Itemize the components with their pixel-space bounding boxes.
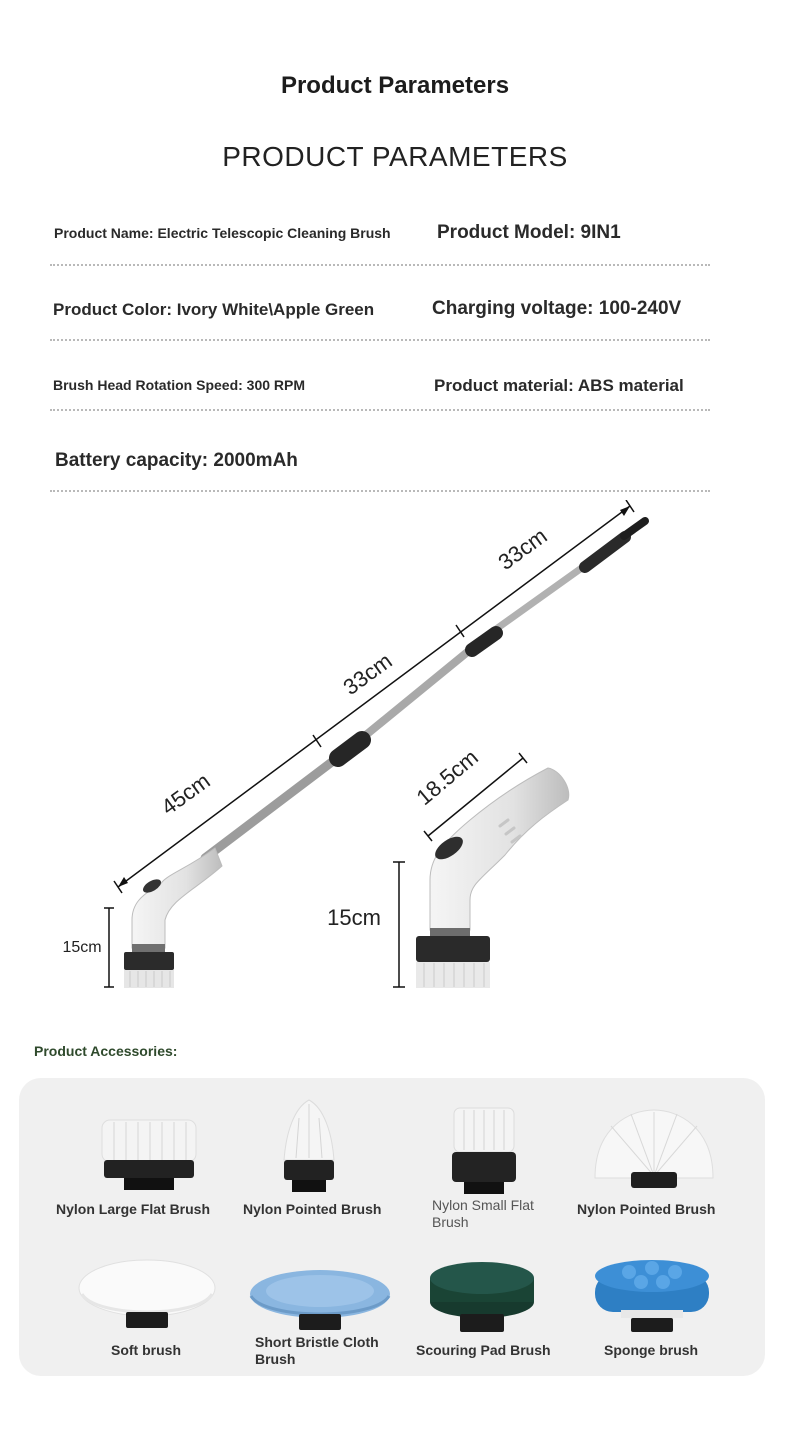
accessory-label: Scouring Pad Brush <box>416 1342 551 1358</box>
spec-charging-voltage: Charging voltage: 100-240V <box>432 298 682 319</box>
cloth-brush-icon <box>249 1264 391 1338</box>
nylon-large-flat-brush-icon <box>94 1116 204 1196</box>
spec-product-name: Product Name: Electric Telescopic Cleaning Brush <box>54 225 391 241</box>
accessory-item <box>439 1106 529 1198</box>
accessories-panel <box>19 1078 765 1376</box>
divider <box>50 264 710 266</box>
spec-product-color: Product Color: Ivory White\Apple Green <box>53 300 375 319</box>
divider <box>50 339 710 341</box>
divider <box>50 409 710 411</box>
dimension-label-head-height-small: 15cm <box>62 939 102 956</box>
dimension-label-head-length: 18.5cm <box>411 744 483 811</box>
dimension-label-top: 33cm <box>493 523 552 575</box>
page-subtitle: PRODUCT PARAMETERS <box>222 141 568 172</box>
dimension-label-handle: 45cm <box>156 768 215 820</box>
accessory-label: Nylon Pointed Brush <box>243 1201 382 1217</box>
accessory-item <box>589 1106 719 1196</box>
dimension-label-middle: 33cm <box>338 648 397 700</box>
soft-brush-icon <box>76 1256 218 1336</box>
nylon-pointed-brush-icon <box>274 1098 344 1196</box>
accessory-label: Nylon Pointed Brush <box>577 1201 716 1217</box>
spec-rotation-speed: Brush Head Rotation Speed: 300 RPM <box>53 377 306 393</box>
nylon-small-flat-brush-icon <box>442 1106 526 1198</box>
page-title: Product Parameters <box>280 72 510 99</box>
nylon-dome-brush-icon <box>591 1106 717 1196</box>
scouring-pad-icon <box>426 1258 538 1340</box>
spec-product-material: Product material: ABS material <box>434 376 684 395</box>
accessory-item <box>89 1116 209 1196</box>
accessories-heading: Product Accessories: <box>34 1043 178 1059</box>
accessory-label: Soft brush <box>111 1342 181 1358</box>
accessory-label: Short Bristle Cloth Brush <box>255 1334 379 1367</box>
product-dimension-diagram <box>0 500 790 1020</box>
accessory-item <box>424 1258 539 1340</box>
spec-battery-capacity: Battery capacity: 2000mAh <box>55 450 298 471</box>
dimension-label-head-height-large: 15cm <box>327 905 381 930</box>
sponge-brush-icon <box>591 1256 713 1340</box>
brush-head-illustration <box>416 768 569 988</box>
telescopic-brush-illustration <box>124 521 645 988</box>
accessory-item <box>589 1256 714 1340</box>
accessory-label: Nylon Small Flat Brush <box>432 1197 534 1230</box>
spec-product-model: Product Model: 9IN1 <box>437 222 621 243</box>
accessory-label: Nylon Large Flat Brush <box>56 1201 211 1217</box>
accessory-item <box>247 1264 392 1338</box>
divider <box>50 490 710 492</box>
accessory-item <box>74 1256 219 1336</box>
accessory-label: Sponge brush <box>604 1342 699 1358</box>
accessory-item <box>269 1098 349 1196</box>
